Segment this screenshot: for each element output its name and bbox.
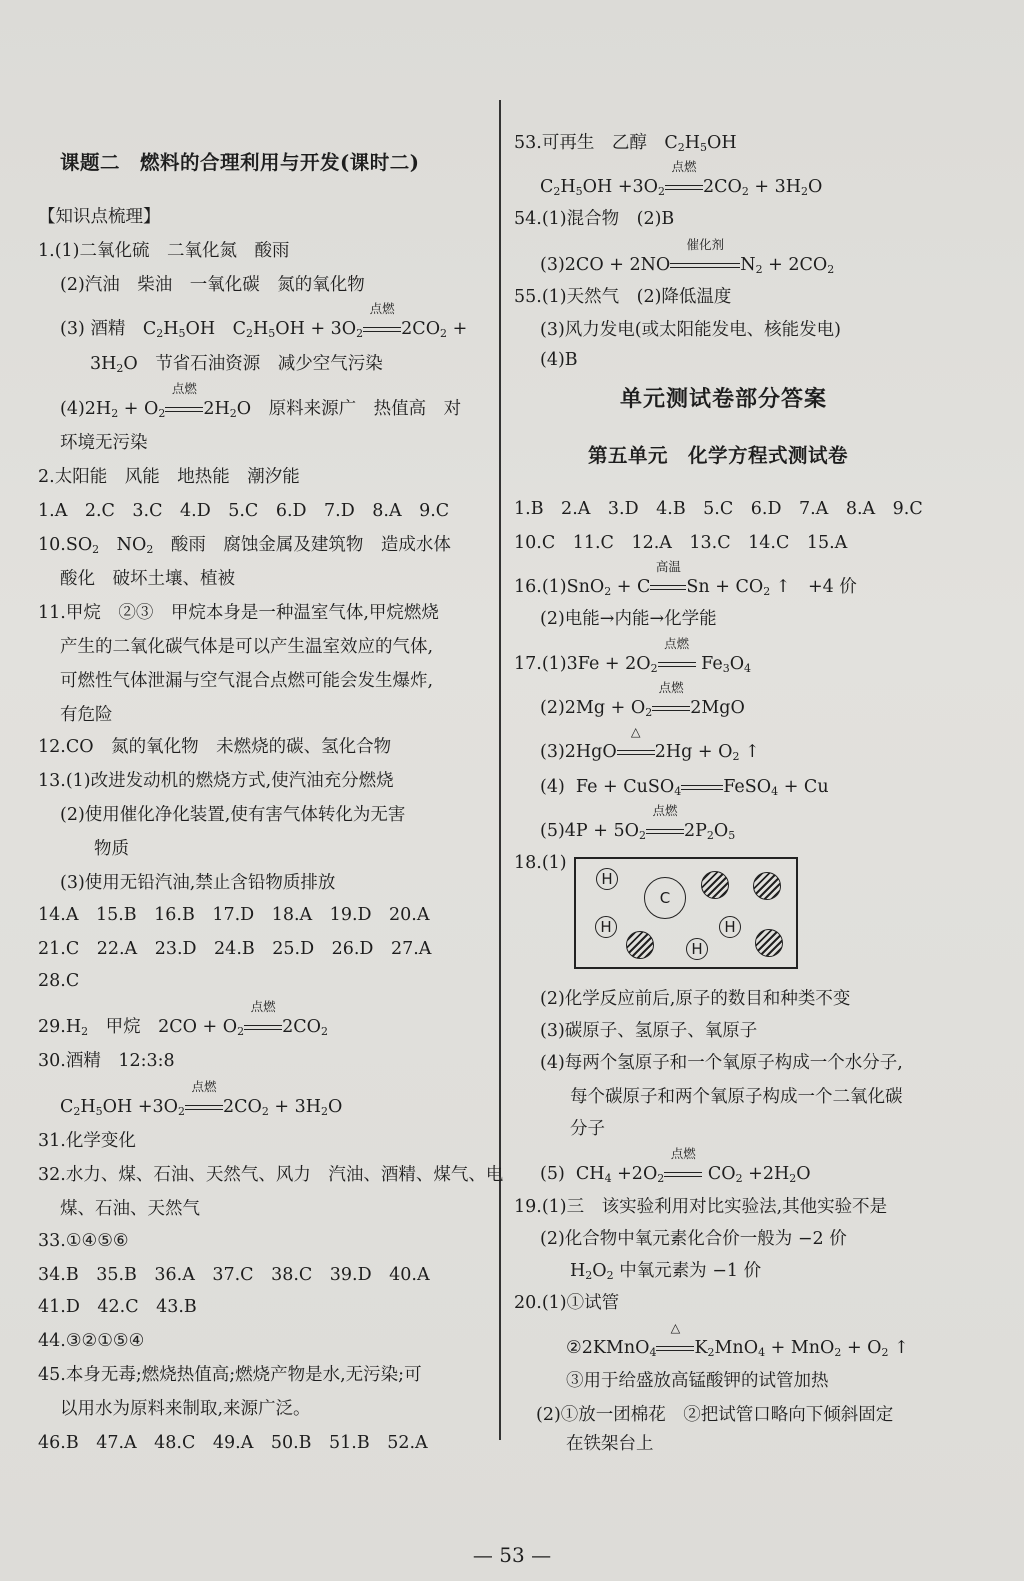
equation-line: $(2)2Mg + O_2$ 点燃 2MgO: [540, 680, 745, 719]
hydrogen-atom: H: [595, 916, 617, 938]
answer-line: (2)化学反应前后,原子的数目和种类不变: [540, 989, 851, 1009]
test-paper-title: 第五单元 化学方程式测试卷: [588, 444, 849, 467]
reaction-arrow: △: [656, 1337, 694, 1359]
answer-line: 55.(1)天然气 (2)降低温度: [514, 287, 732, 307]
answer-line: 31.化学变化: [38, 1131, 136, 1151]
reaction-arrow: 点燃: [664, 1163, 702, 1185]
unit-test-title: 单元测试卷部分答案: [620, 386, 828, 412]
reaction-arrow: 点燃: [665, 176, 703, 198]
answer-line: 12.CO 氮的氧化物 未燃烧的碳、氢化合物: [38, 737, 392, 757]
equation-line: $C_2H_5OH +3O_2$ 点燃 $2CO_2 + 3H_2O$: [60, 1079, 343, 1118]
answer-line: 28.C: [38, 971, 80, 991]
answer-line: (3)风力发电(或太阳能发电、核能发电): [540, 320, 841, 340]
reaction-arrow: 高温: [650, 576, 686, 598]
answer-line: 45.本身无毒;燃烧热值高;燃烧产物是水,无污染;可: [38, 1365, 422, 1385]
answer-line: 在铁架台上: [566, 1434, 654, 1454]
answer-line: (3)碳原子、氢原子、氧原子: [540, 1021, 758, 1041]
reaction-arrow: 点燃: [658, 653, 696, 675]
answer-line: $H_2O_2$ 中氧元素为 −1 价: [570, 1261, 762, 1282]
answer-line: 以用水为原料来制取,来源广泛。: [60, 1399, 311, 1419]
answer-line: 33.①④⑤⑥: [38, 1231, 129, 1251]
reaction-arrow: 点燃: [652, 697, 690, 719]
hydrogen-atom: H: [686, 938, 708, 960]
oxygen-atom: [755, 929, 783, 957]
carbon-atom: C: [644, 877, 686, 919]
answer-line: (3)使用无铅汽油,禁止含铅物质排放: [60, 873, 336, 893]
oxygen-atom: [626, 931, 654, 959]
reaction-arrow: [681, 776, 723, 798]
answer-line: 物质: [94, 839, 129, 859]
answer-line: 19.(1)三 该实验利用对比实验法,其他实验不是: [514, 1197, 888, 1217]
equation-line: ②2KMnO$_4$ △ $K_2MnO_4 + MnO_2 + O_2$ ↑: [566, 1320, 909, 1359]
answer-line: 13.(1)改进发动机的燃烧方式,使汽油充分燃烧: [38, 771, 394, 791]
equation-line: (5) $CH_4 +2O_2$ 点燃 $CO_2 +2H_2O$: [540, 1146, 811, 1185]
answer-line: 酸化 破坏土壤、植被: [60, 569, 235, 589]
answer-line: (2)电能→内能→化学能: [540, 609, 717, 629]
answer-line: 14.A 15.B 16.B 17.D 18.A 19.D 20.A: [38, 905, 430, 925]
answer-line: 20.(1)①试管: [514, 1293, 620, 1313]
answer-line: 21.C 22.A 23.D 24.B 25.D 26.D 27.A: [38, 939, 432, 959]
answer-line: 每个碳原子和两个氧原子构成一个二氧化碳: [570, 1087, 903, 1107]
equation-line: $3H_2O$ 节省石油资源 减少空气污染: [90, 354, 383, 375]
equation-line: $C_2H_5OH +3O_2$ 点燃 $2CO_2 + 3H_2O$: [540, 159, 823, 198]
oxygen-atom: [753, 872, 781, 900]
answer-line: 煤、石油、天然气: [60, 1199, 200, 1219]
equation-line: (4) Fe + CuSO$_4$ FeSO$_4$ + Cu: [540, 777, 829, 798]
reaction-arrow: 催化剂: [670, 254, 740, 276]
answer-line: (4)每两个氢原子和一个氧原子构成一个水分子,: [540, 1053, 903, 1073]
equation-line: 16.(1)SnO$_2$ + C 高温 $Sn + CO_2$ ↑ +4 价: [514, 559, 857, 598]
answer-line: $10.SO_2$ $NO_2$ 酸雨 腐蚀金属及建筑物 造成水体: [38, 535, 451, 556]
answer-line: 2.太阳能 风能 地热能 潮汐能: [38, 467, 300, 487]
answer-line: (2)汽油 柴油 一氧化碳 氮的氧化物: [60, 275, 365, 295]
equation-line: $17.(1)3Fe + 2O_2$ 点燃 $Fe_3O_4$: [514, 636, 752, 675]
answer-line: 环境无污染: [60, 433, 148, 453]
reaction-arrow: 点燃: [244, 1016, 282, 1038]
answer-line: 34.B 35.B 36.A 37.C 38.C 39.D 40.A: [38, 1265, 430, 1285]
answer-line: 1.(1)二氧化硫 二氧化氮 酸雨: [38, 241, 290, 261]
equation-line: (3)2CO + 2NO 催化剂 $N_2 + 2CO_2$: [540, 237, 835, 276]
answer-line: 1.A 2.C 3.C 4.D 5.C 6.D 7.D 8.A 9.C: [38, 501, 450, 521]
answer-line: 46.B 47.A 48.C 49.A 50.B 51.B 52.A: [38, 1433, 428, 1453]
equation-line: $29.H_2$ 甲烷 $2CO + O_2$ 点燃 $2CO_2$: [38, 999, 328, 1038]
equation-line: (3)2HgO △ $2Hg + O_2$ ↑: [540, 724, 760, 763]
answer-line: (2)①放一团棉花 ②把试管口略向下倾斜固定: [536, 1405, 894, 1425]
answer-line: 有危险: [60, 705, 113, 725]
answer-line: 32.水力、煤、石油、天然气、风力 汽油、酒精、煤气、电: [38, 1165, 504, 1185]
hydrogen-atom: H: [719, 916, 741, 938]
reaction-arrow: 点燃: [185, 1096, 223, 1118]
reaction-arrow: 点燃: [646, 820, 684, 842]
answer-line: 10.C 11.C 12.A 13.C 14.C 15.A: [514, 533, 848, 553]
answer-line: (2)使用催化净化装置,使有害气体转化为无害: [60, 805, 406, 825]
reaction-arrow: △: [617, 741, 655, 763]
answer-line: 可燃性气体泄漏与空气混合点燃可能会发生爆炸,: [60, 671, 434, 691]
hydrogen-atom: H: [596, 868, 618, 890]
section-label: 【知识点梳理】: [38, 207, 161, 227]
answer-line: 11.甲烷 ②③ 甲烷本身是一种温室气体,甲烷燃烧: [38, 603, 439, 623]
answer-line: (4)B: [540, 350, 578, 370]
answer-line: 44.③②①⑤④: [38, 1331, 145, 1351]
answer-line: 41.D 42.C 43.B: [38, 1297, 197, 1317]
equation-line: $(5)4P + 5O_2$ 点燃 $2P_2O_5$: [540, 803, 736, 842]
answer-line: 54.(1)混合物 (2)B: [514, 209, 675, 229]
oxygen-atom: [701, 871, 729, 899]
answer-line: 30.酒精 12:3:8: [38, 1051, 175, 1071]
molecule-diagram: [574, 857, 798, 969]
answer-line: 18.(1): [514, 853, 567, 873]
answer-line: 分子: [570, 1119, 605, 1139]
reaction-arrow: 点燃: [363, 318, 401, 340]
answer-line: (2)化合物中氧元素化合价一般为 −2 价: [540, 1229, 847, 1249]
answer-line: 53.可再生 乙醇 $C_2H_5OH$: [514, 133, 737, 154]
answer-line: 产生的二氧化碳气体是可以产生温室效应的气体,: [60, 637, 434, 657]
page-number: — 53 —: [472, 1543, 552, 1567]
equation-line: $(4)2H_2 + O_2$ 点燃 $2H_2O$ 原料来源广 热值高 对: [60, 381, 462, 420]
equation-line: (3) 酒精 $C_2H_5OH$ $C_2H_5OH + 3O_2$ 点燃 $2CO_2$ +: [60, 301, 468, 340]
reaction-arrow: 点燃: [165, 398, 203, 420]
answer-line: 1.B 2.A 3.D 4.B 5.C 6.D 7.A 8.A 9.C: [514, 499, 923, 519]
column-divider: [499, 100, 501, 1440]
lesson-title: 课题二 燃料的合理利用与开发(课时二): [60, 151, 420, 174]
answer-line: ③用于给盛放高锰酸钾的试管加热: [566, 1371, 829, 1391]
